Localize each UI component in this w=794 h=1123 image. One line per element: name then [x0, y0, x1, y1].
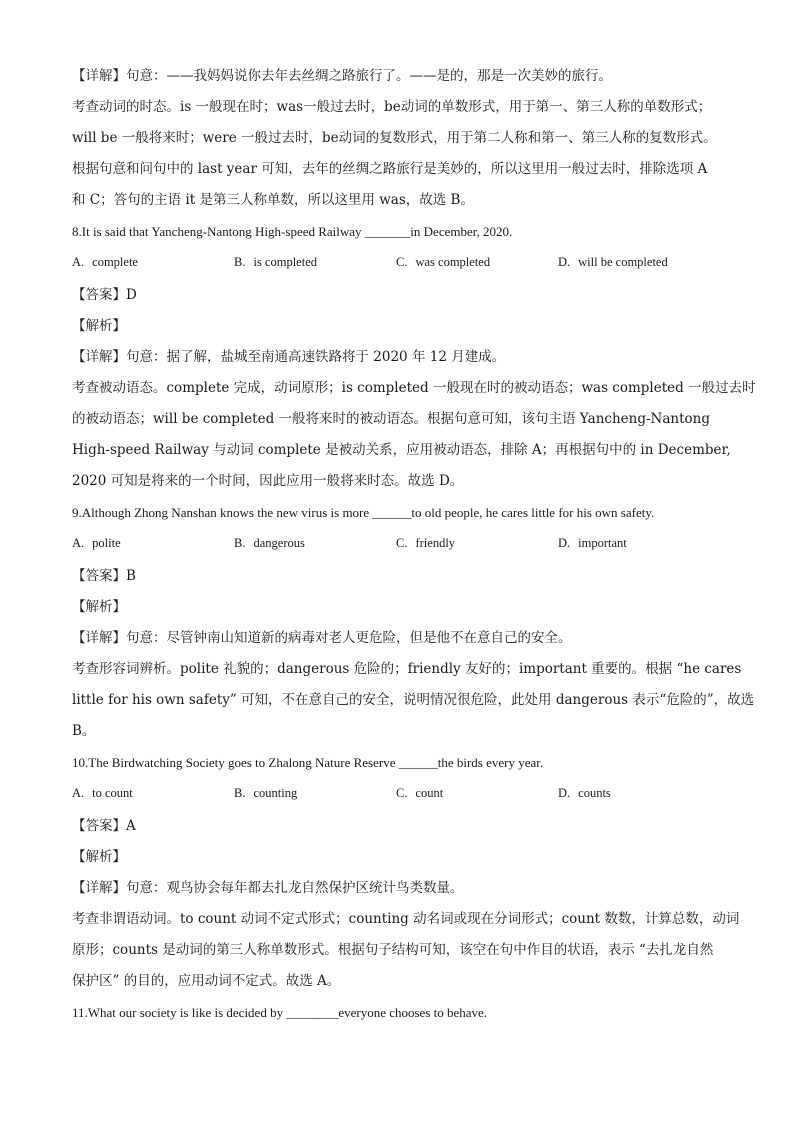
option-d: D. will be completed — [558, 255, 668, 269]
option-c: C. count — [396, 786, 444, 800]
question-8-stem: 8.It is said that Yancheng-Nantong High-speed Railway _______in December, 2020. — [72, 224, 513, 239]
option-b: B. is completed — [234, 255, 317, 269]
q9-explanation-line: 考查形容词辨析。polite 礼貌的；dangerous 危险的；friendly 友好的；important 重要的。根据 “he cares — [72, 661, 742, 677]
q9-explanation-meaning: 【详解】句意：尽管钟南山知道新的病毒对老人更危险，但是他不在意自己的安全。 — [72, 630, 572, 646]
question-8-options — [72, 255, 732, 273]
option-b: B. counting — [234, 786, 298, 800]
q8-explanation-line: 考查被动语态。complete 完成，动词原形；is completed 一般现在时的被动语态；was completed 一般过去时 — [72, 380, 756, 396]
q8-explanation-line: High-speed Railway 与动词 complete 是被动关系，应用被动语态，排除 A；再根据句中的 in December, — [72, 442, 731, 458]
question-9-stem: 9.Although Zhong Nanshan knows the new virus is more ______to old people, he cares little for his own safety. — [72, 505, 655, 520]
q9-explanation-line: little for his own safety” 可知，不在意自己的安全，说明情况很危险，此处用 dangerous 表示“危险的”，故选 — [72, 692, 755, 708]
option-a: A. polite — [72, 536, 121, 550]
question-10-stem: 10.The Birdwatching Society goes to Zhalong Nature Reserve ______the birds every year. — [72, 755, 544, 770]
q7-explanation-line: will be 一般将来时；were 一般过去时，be动词的复数形式，用于第二人称和第一、第三人称的复数形式。 — [72, 130, 717, 146]
option-a: A. complete — [72, 255, 138, 269]
q8-explanation-meaning: 【详解】句意：据了解，盐城至南通高速铁路将于 2020 年 12 月建成。 — [72, 349, 506, 365]
question-9-options — [72, 536, 732, 554]
option-a: A. to count — [72, 786, 133, 800]
option-b: B. dangerous — [234, 536, 305, 550]
q7-explanation-meaning: 【详解】句意：——我妈妈说你去年去丝绸之路旅行了。——是的，那是一次美妙的旅行。 — [72, 68, 612, 84]
q8-explanation-line: 2020 可知是将来的一个时间，因此应用一般将来时态。故选 D。 — [72, 473, 464, 489]
analysis-label: 【解析】 — [72, 599, 126, 615]
q7-explanation-line: 考查动词的时态。is 一般现在时；was一般过去时，be动词的单数形式，用于第一、第三人称的单数形式； — [72, 99, 712, 115]
option-d: D. counts — [558, 786, 611, 800]
q9-explanation-line: B。 — [72, 723, 96, 739]
q7-explanation-line: 根据句意和问句中的 last year 可知，去年的丝绸之路旅行是美妙的，所以这里用一般过去时，排除选项 A — [72, 161, 708, 177]
q7-explanation-line: 和 C；答句的主语 it 是第三人称单数，所以这里用 was，故选 B。 — [72, 192, 474, 208]
answer-label: 【答案】B — [72, 568, 136, 584]
q10-explanation-meaning: 【详解】句意：观鸟协会每年都去扎龙自然保护区统计鸟类数量。 — [72, 880, 464, 896]
q8-explanation-line: 的被动语态；will be completed 一般将来时的被动语态。根据句意可知，该句主语 Yancheng-Nantong — [72, 411, 710, 427]
answer-label: 【答案】A — [72, 818, 136, 834]
question-10-options — [72, 786, 732, 804]
option-c: C. was completed — [396, 255, 491, 269]
analysis-label: 【解析】 — [72, 849, 126, 865]
q10-explanation-line: 保护区” 的目的，应用动词不定式。故选 A。 — [72, 973, 341, 989]
option-c: C. friendly — [396, 536, 456, 550]
question-11-stem: 11.What our society is like is decided by ________everyone chooses to behave. — [72, 1005, 488, 1020]
q10-explanation-line: 原形；counts 是动词的第三人称单数形式。根据句子结构可知，该空在句中作目的状语，表示 “去扎龙自然 — [72, 942, 714, 958]
q10-explanation-line: 考查非谓语动词。to count 动词不定式形式；counting 动名词或现在分词形式；count 数数，计算总数，动词 — [72, 911, 740, 927]
answer-label: 【答案】D — [72, 287, 137, 303]
option-d: D. important — [558, 536, 627, 550]
analysis-label: 【解析】 — [72, 318, 126, 334]
